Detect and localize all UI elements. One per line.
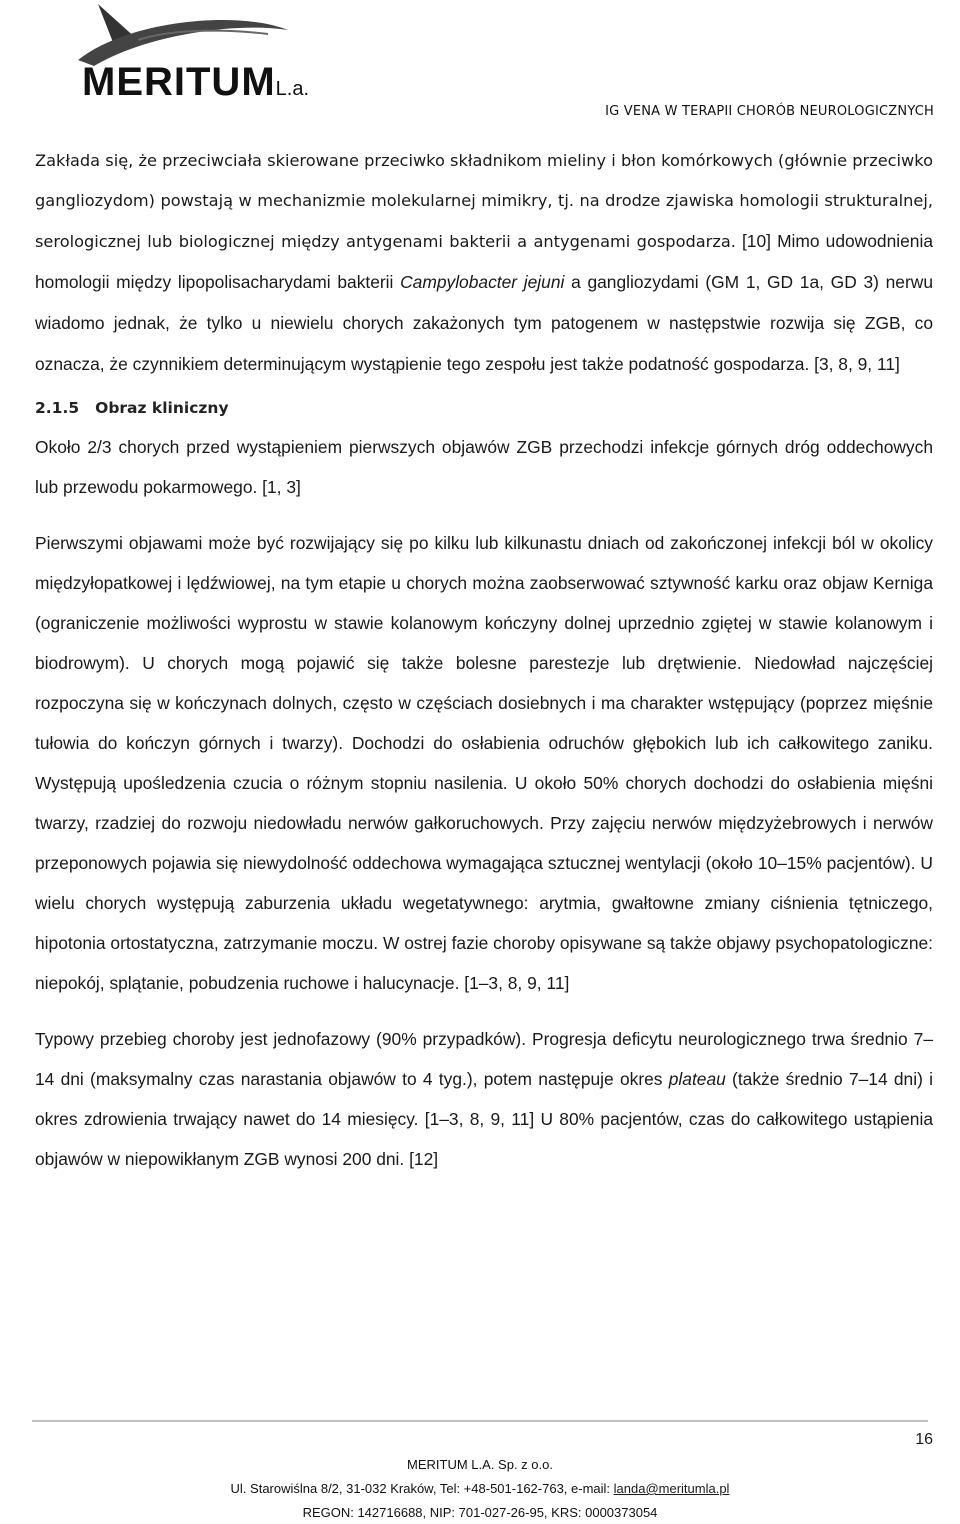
- footer-address-text: Ul. Starowiślna 8/2, 31-032 Kraków, Tel: +48-501-162-763, e-mail:: [230, 1481, 614, 1496]
- paragraph-intro-part-a: Zakłada się, że przeciwciała skierowane przeciwko składnikom mieliny i błon komórkowych (głównie przeciwko gangliozydom) powstają w mechanizmie molekularnej mimikry, tj. na drodze zjawiska homologii strukturalnej, serologicznej lub biologicznej między antygenami bakterii a antygenami gospodarza.: [35, 151, 933, 251]
- document-body: [35, 141, 933, 1179]
- paragraph-intro: [35, 141, 933, 385]
- paragraph-course: [35, 1019, 933, 1179]
- footer-address: [0, 1481, 960, 1496]
- footer-registry: REGON: 142716688, NIP: 701-027-26-95, KRS: 0000373054: [302, 1505, 658, 1520]
- paragraph-intro-part-b: [10] Mimo udowodnienia homologii między lipopolisacharydami bakterii: [35, 231, 934, 292]
- section-number: 2.1.5: [35, 399, 80, 417]
- paragraph-symptoms: Pierwszymi objawami może być rozwijający się po kilku lub kilkunastu dniach od zakończonej infekcji ból w okolicy międzyłopatkowej i lędźwiowej, na tym etapie u chorych można zaobserwować sztywność karku oraz objaw Kerniga (ograniczenie możliwości wyprostu w stawie kolanowym kończyny dolnej uprzednio zgiętej w stawie kolanowym i biodrowym). U chorych mogą pojawić się także bolesne parestezje lub drętwienie. Niedowład najczęściej rozpoczyna się w kończynach dolnych, często w częściach dosiebnych i ma charakter wstępujący (poprzez mięśnie tułowia do kończyn górnych i twarzy). Dochodzi do osłabienia odruchów głębokich lub ich całkowitego zaniku. Występują upośledzenia czucia o różnym stopniu nasilenia. U około 50% chorych dochodzi do osłabienia mięśni twarzy, rzadziej do rozwoju niedowładu nerwów gałkoruchowych. Przy zajęciu nerwów międzyżebrowych i nerwów przeponowych pojawia się niewydolność oddechowa wymagająca sztucznej wentylacji (około 10–15% pacjentów). U wielu chorych występują zaburzenia układu wegetatywnego: arytmia, gwałtowne zmiany ciśnienia tętniczego, hipotonia ortostatyczna, zatrzymanie moczu. W ostrej fazie choroby opisywane są także objawy psychopatologiczne: niepokój, splątanie, pobudzenia ruchowe i halucynacje. [1–3, 8, 9, 11]: [35, 533, 933, 993]
- plateau-italic: plateau: [668, 1069, 726, 1089]
- page-number: 16: [915, 1431, 933, 1448]
- footer-divider: [32, 1420, 928, 1422]
- paragraph-course-part-b: (także średnio 7–14 dni) i okres zdrowienia trwający nawet do 14 miesięcy. [1–3, 8, 9, 11] U 80% pacjentów, czas do całkowitego ustąpienia objawów w niepowikłanym ZGB wynosi 200 dni. [12]: [35, 1069, 933, 1169]
- paragraph-course-part-a: Typowy przebieg choroby jest jednofazowy (90% przypadków). Progresja deficytu neurologicznego trwa średnio 7–14 dni (maksymalny czas narastania objawów to 4 tyg.), potem następuje okres: [35, 1029, 933, 1089]
- section-heading: [35, 391, 933, 425]
- paragraph-intro-part-c: a gangliozydami (GM 1, GD 1a, GD 3) nerwu wiadomo jednak, że tylko u niewielu chorych zakażonych tym patogenem w następstwie rozwija się ZGB, co oznacza, że czynnikiem determinującym wystąpienie tego zespołu jest także podatność gospodarza. [3, 8, 9, 11]: [35, 272, 933, 374]
- document-header-title: IG VENA W TERAPII CHORÓB NEUROLOGICZNYCH: [605, 104, 934, 119]
- logo-wordmark: MERITUML.a.: [82, 60, 309, 104]
- footer-email-link[interactable]: landa@meritumla.pl: [613, 1481, 730, 1496]
- species-name-italic: Campylobacter jejuni: [400, 272, 565, 292]
- paragraph-onset: Około 2/3 chorych przed wystąpieniem pierwszych objawów ZGB przechodzi infekcje górnych dróg oddechowych lub przewodu pokarmowego. [1, 3]: [35, 437, 933, 497]
- company-logo: [38, 0, 309, 110]
- section-title: Obraz kliniczny: [95, 399, 229, 417]
- footer-company: MERITUM L.A. Sp. z o.o.: [407, 1457, 553, 1472]
